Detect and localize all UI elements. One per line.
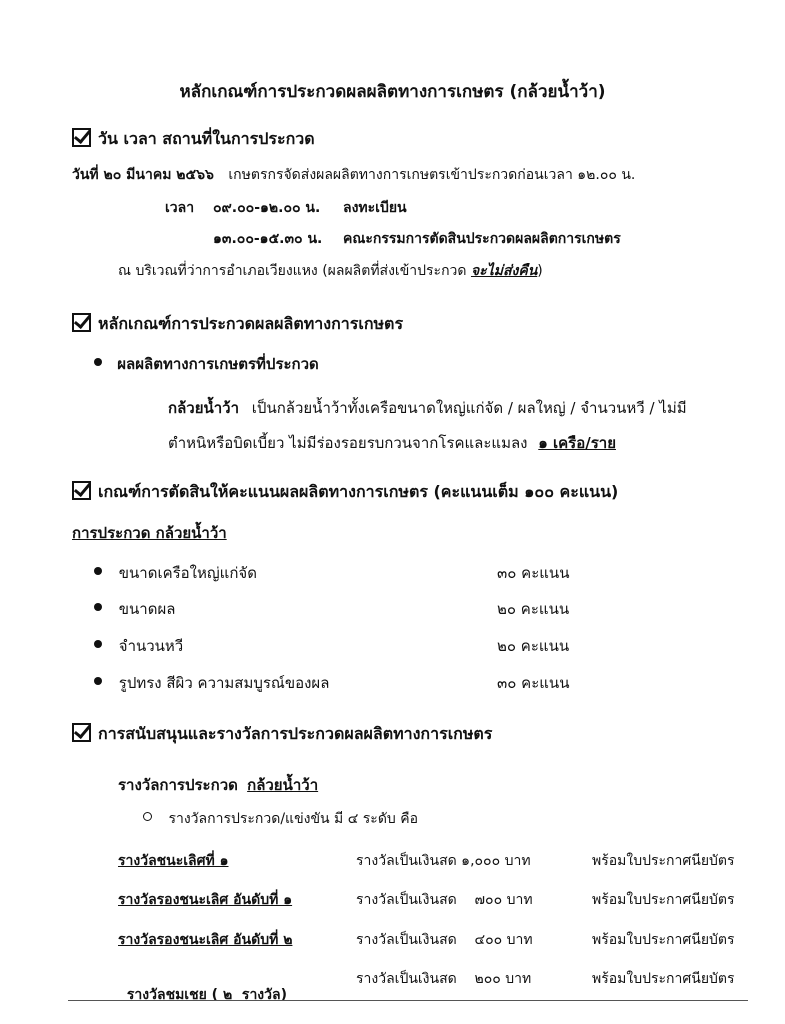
document-title: หลักเกณฑ์การประกวดผลผลิตทางการเกษตร (กล้วยน้ำว้า) (179, 82, 606, 102)
schedule-time-1: ๐๙.๐๐-๑๒.๐๐ น. (213, 200, 321, 216)
date-note: เกษตรกรจัดส่งผลผลิตทางการเกษตรเข้าประกวดก่อนเวลา ๑๒.๐๐ น. (228, 167, 636, 183)
award-title: รางวัลการประกวด (118, 776, 238, 794)
prize-cash: รางวัลเป็นเงินสด ๑,๐๐๐ บาท (356, 853, 531, 869)
criteria-score: ๓๐ คะแนน (497, 674, 570, 692)
criteria-name: ขนาดผล (118, 600, 176, 618)
section-criteria-title: หลักเกณฑ์การประกวดผลผลิตทางการเกษตร (98, 314, 404, 333)
section-scoring-title: เกณฑ์การตัดสินให้คะแนนผลผลิตทางการเกษตร (คะแนนเต็ม ๑๐๐ คะแนน) (98, 482, 619, 501)
section-awards-heading (72, 722, 492, 747)
scoring-subheading: การประกวด กล้วยน้ำว้า (72, 524, 227, 542)
prize-cash: รางวัลเป็นเงินสด ๗๐๐ บาท (356, 892, 533, 908)
criteria-name: จำนวนหวี (118, 637, 184, 655)
time-label: เวลา (165, 200, 195, 216)
award-levels-line (143, 808, 418, 830)
circle-bullet-icon (143, 812, 152, 821)
prize-certificate: พร้อมใบประกาศนียบัตร (592, 971, 735, 987)
criteria-item (94, 597, 175, 621)
section-scoring-heading (72, 480, 618, 505)
product-desc-1: เป็นกล้วยน้ำว้าทั้งเครือขนาดใหญ่แก่จัด / ผลใหญ่ / จำนวนหวี / ไม่มี (251, 399, 687, 417)
prize-row (118, 850, 229, 872)
prize-row (118, 929, 292, 951)
prize-name: รางวัลชนะเลิศที่ ๑ (118, 853, 229, 869)
product-desc-line-1 (168, 396, 687, 420)
prize-certificate: พร้อมใบประกาศนียบัตร (592, 853, 735, 869)
bottom-divider (68, 1000, 748, 1001)
no-return-note: จะไม่ส่งคืน (470, 263, 538, 279)
checkbox-icon (72, 723, 91, 742)
schedule-activity-1: ลงทะเบียน (343, 200, 407, 216)
product-desc-line-2 (168, 431, 616, 455)
section-criteria-heading (72, 312, 403, 337)
criteria-score: ๓๐ คะแนน (497, 564, 570, 582)
prize-name: รางวัลรองชนะเลิศ อันดับที่ ๒ (118, 932, 293, 948)
checkbox-icon (72, 313, 91, 332)
prize-cash: รางวัลเป็นเงินสด ๔๐๐ บาท (356, 932, 533, 948)
criteria-item (94, 634, 183, 658)
venue-close: ) (537, 263, 543, 279)
award-title-line (118, 773, 318, 797)
prize-name: รางวัลรองชนะเลิศ อันดับที่ ๑ (118, 892, 293, 908)
quantity-note: ๑ เครือ/ราย (538, 434, 616, 452)
product-bullet-text: ผลผลิตทางการเกษตรที่ประกวด (117, 355, 319, 373)
criteria-name: ขนาดเครือใหญ่แก่จัด (118, 564, 257, 582)
schedule-time-2: ๑๓.๐๐-๑๕.๓๐ น. (213, 231, 323, 247)
prize-cash: รางวัลเป็นเงินสด ๒๐๐ บาท (356, 971, 532, 987)
prize-suffix: ( ๒ รางวัล) (206, 987, 287, 1003)
prize-certificate: พร้อมใบประกาศนียบัตร (592, 932, 735, 948)
checkbox-icon (72, 128, 91, 147)
award-levels-note: รางวัลการประกวด/แข่งขัน มี ๔ ระดับ คือ (168, 811, 419, 827)
venue-text: ณ บริเวณที่ว่าการอำเภอเวียงแหง (ผลผลิตที่ส่งเข้าประกวด (118, 263, 467, 279)
checkbox-icon (72, 481, 91, 500)
prize-certificate: พร้อมใบประกาศนียบัตร (592, 892, 735, 908)
bullet-icon (94, 640, 102, 648)
schedule-activity-2: คณะกรรมการตัดสินประกวดผลผลิตการเกษตร (343, 231, 621, 247)
criteria-name: รูปทรง สีผิว ความสมบูรณ์ของผล (118, 674, 330, 692)
product-bullet (94, 352, 319, 376)
date-line (72, 164, 635, 186)
criteria-score: ๒๐ คะแนน (497, 637, 570, 655)
prize-name: รางวัลชมเชย (126, 987, 207, 1003)
product-name: กล้วยน้ำว้า (168, 399, 240, 417)
award-product: กล้วยน้ำว้า (247, 776, 319, 794)
section-schedule-heading (72, 127, 315, 152)
criteria-item (94, 561, 257, 585)
prize-row (118, 889, 292, 911)
bullet-icon (94, 567, 102, 575)
bullet-icon (94, 358, 102, 366)
bullet-icon (94, 677, 102, 685)
venue-line (118, 260, 543, 282)
criteria-item (94, 671, 329, 695)
date-label: วันที่ ๒๐ มีนาคม ๒๕๖๖ (72, 167, 214, 183)
section-schedule-title: วัน เวลา สถานที่ในการประกวด (98, 129, 315, 148)
product-desc-2: ตำหนิหรือบิดเบี้ยว ไม่มีร่องรอยรบกวนจากโรคและแมลง (168, 434, 528, 452)
section-awards-title: การสนับสนุนและรางวัลการประกวดผลผลิตทางการเกษตร (98, 724, 493, 743)
criteria-score: ๒๐ คะแนน (497, 600, 570, 618)
bullet-icon (94, 603, 102, 611)
